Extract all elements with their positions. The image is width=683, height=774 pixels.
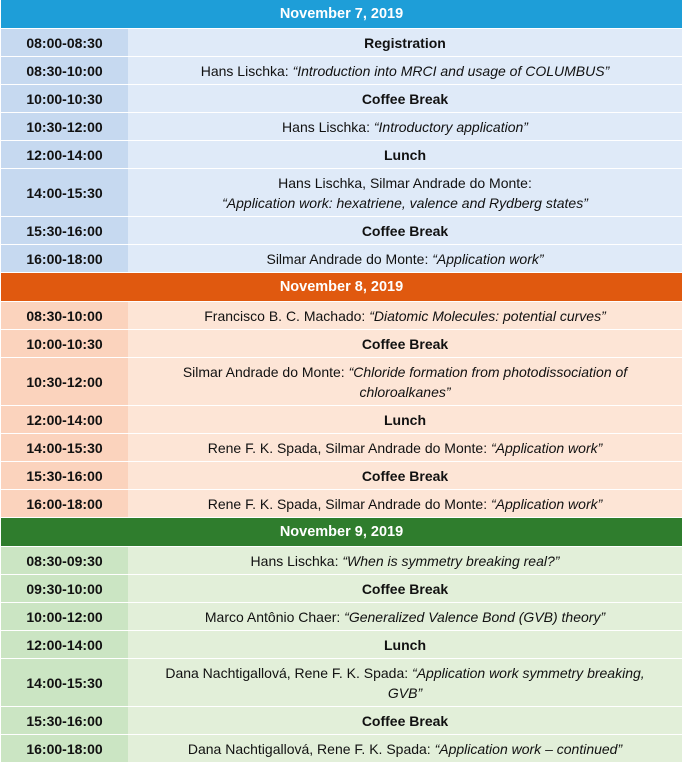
session-title: Lunch [128,631,682,658]
session-speaker: Marco Antônio Chaer: [204,608,345,625]
session-time: 09:30-10:00 [1,575,128,602]
session-row [1,735,682,763]
session-speaker: Hans Lischka: [250,552,343,569]
session-row [1,659,682,707]
session-content [128,735,682,762]
session-content [128,358,682,405]
session-time: 16:00-18:00 [1,245,128,272]
session-time: 12:00-14:00 [1,631,128,658]
session-content [128,302,682,329]
session-time: 14:00-15:30 [1,659,128,706]
day-header: November 7, 2019 [1,0,682,29]
session-content [128,547,682,574]
session-title: “Application work: hexatriene, valence and Rydberg states” [222,194,588,211]
session-row [1,169,682,217]
session-row [1,547,682,575]
session-speaker: Rene F. K. Spada, Silmar Andrade do Monte: [207,495,491,512]
session-row [1,330,682,358]
session-content [128,490,682,517]
session-row [1,575,682,603]
session-row [1,85,682,113]
session-title: Coffee Break [128,707,682,734]
session-time: 15:30-16:00 [1,707,128,734]
day-header: November 9, 2019 [1,518,682,547]
session-time: 15:30-16:00 [1,217,128,244]
session-time: 08:30-09:30 [1,547,128,574]
session-time: 14:00-15:30 [1,169,128,216]
day-block-nov-7 [1,0,682,273]
session-title: “Diatomic Molecules: potential curves” [369,307,606,324]
session-time: 08:30-10:00 [1,302,128,329]
session-time: 10:30-12:00 [1,358,128,405]
session-title: “Application work” [432,250,544,267]
session-time: 16:00-18:00 [1,490,128,517]
session-speaker: Hans Lischka: [282,118,374,135]
session-speaker: Dana Nachtigallová, Rene F. K. Spada: [187,740,435,757]
session-time: 10:30-12:00 [1,113,128,140]
session-content [128,245,682,272]
session-speaker: Silmar Andrade do Monte: [266,250,433,267]
session-row [1,113,682,141]
session-time: 12:00-14:00 [1,406,128,433]
day-block-nov-8 [1,273,682,518]
session-title: “Chloride formation from photodissociation of chloroalkanes” [348,363,628,400]
session-title: “When is symmetry breaking real?” [342,552,560,569]
session-title: Coffee Break [128,85,682,112]
session-content [128,57,682,84]
day-block-nov-9 [1,518,682,763]
session-time: 15:30-16:00 [1,462,128,489]
session-row [1,603,682,631]
session-speaker: Dana Nachtigallová, Rene F. K. Spada: [165,664,413,681]
session-row [1,707,682,735]
session-speaker: Hans Lischka: [200,62,293,79]
session-title: “Application work symmetry breaking, GVB” [387,664,645,701]
session-row [1,302,682,330]
session-content [128,659,682,706]
session-row [1,462,682,490]
session-content [128,603,682,630]
session-title: Coffee Break [128,217,682,244]
session-title: “Application work” [491,495,603,512]
schedule-table [1,0,682,763]
session-row [1,245,682,273]
session-content [128,434,682,461]
session-speaker: Hans Lischka, Silmar Andrade do Monte: [278,174,532,191]
session-title: Coffee Break [128,575,682,602]
session-time: 16:00-18:00 [1,735,128,762]
session-row [1,490,682,518]
session-time: 12:00-14:00 [1,141,128,168]
session-content [128,113,682,140]
session-time: 10:00-12:00 [1,603,128,630]
session-time: 10:00-10:30 [1,330,128,357]
session-row [1,217,682,245]
session-title: Lunch [128,406,682,433]
session-title: Coffee Break [128,330,682,357]
session-title: “Generalized Valence Bond (GVB) theory” [344,608,606,625]
session-row [1,29,682,57]
session-row [1,57,682,85]
session-time: 08:00-08:30 [1,29,128,56]
session-time: 10:00-10:30 [1,85,128,112]
session-title: “Application work” [491,439,603,456]
session-row [1,141,682,169]
session-title: “Introduction into MRCI and usage of COLUMBUS” [292,62,610,79]
session-title: Coffee Break [128,462,682,489]
session-row [1,406,682,434]
day-header: November 8, 2019 [1,273,682,302]
session-title: “Application work – continued” [434,740,623,757]
session-time: 08:30-10:00 [1,57,128,84]
session-time: 14:00-15:30 [1,434,128,461]
session-row [1,631,682,659]
session-title: Lunch [128,141,682,168]
session-title: “Introductory application” [373,118,528,135]
session-row [1,358,682,406]
session-title: Registration [128,29,682,56]
session-speaker: Rene F. K. Spada, Silmar Andrade do Monte: [207,439,491,456]
session-content [128,169,682,216]
session-speaker: Silmar Andrade do Monte: [182,363,349,380]
session-row [1,434,682,462]
session-speaker: Francisco B. C. Machado: [204,307,370,324]
